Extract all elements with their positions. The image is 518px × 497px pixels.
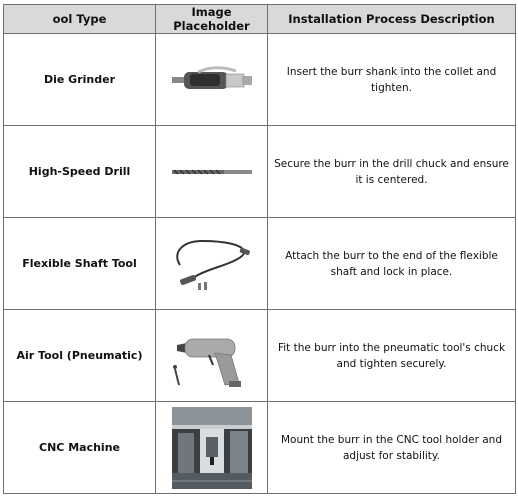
image-cell <box>156 402 268 494</box>
description-cell: Insert the burr shank into the collet and tighten. <box>268 34 516 126</box>
image-cell <box>156 218 268 310</box>
description-cell: Attach the burr to the end of the flexible shaft and lock in place. <box>268 218 516 310</box>
table-row <box>4 402 516 494</box>
image-cell <box>156 34 268 126</box>
tool-type-cell: Die Grinder <box>4 34 156 126</box>
tool-type-cell: Air Tool (Pneumatic) <box>4 310 156 402</box>
description-cell: Fit the burr into the pneumatic tool's chuck and tighten securely. <box>268 310 516 402</box>
header-image: Image Placeholder <box>156 5 268 34</box>
header-tool-type: ool Type <box>4 5 156 34</box>
pneumatic-tool-icon <box>169 323 255 389</box>
cnc-machine-icon <box>172 407 252 489</box>
die-grinder-icon <box>170 63 254 97</box>
flexible-shaft-icon <box>170 235 254 293</box>
table-row <box>4 218 516 310</box>
tool-installation-table <box>3 4 516 494</box>
table-row <box>4 34 516 126</box>
table-header-row <box>4 5 516 34</box>
tool-type-cell: High-Speed Drill <box>4 126 156 218</box>
tool-type-cell: Flexible Shaft Tool <box>4 218 156 310</box>
table-row <box>4 126 516 218</box>
header-description: Installation Process Description <box>268 5 516 34</box>
drill-bit-icon <box>170 166 254 178</box>
description-cell: Secure the burr in the drill chuck and ensure it is centered. <box>268 126 516 218</box>
image-cell <box>156 126 268 218</box>
table-row <box>4 310 516 402</box>
description-cell: Mount the burr in the CNC tool holder and adjust for stability. <box>268 402 516 494</box>
tool-type-cell: CNC Machine <box>4 402 156 494</box>
image-cell <box>156 310 268 402</box>
